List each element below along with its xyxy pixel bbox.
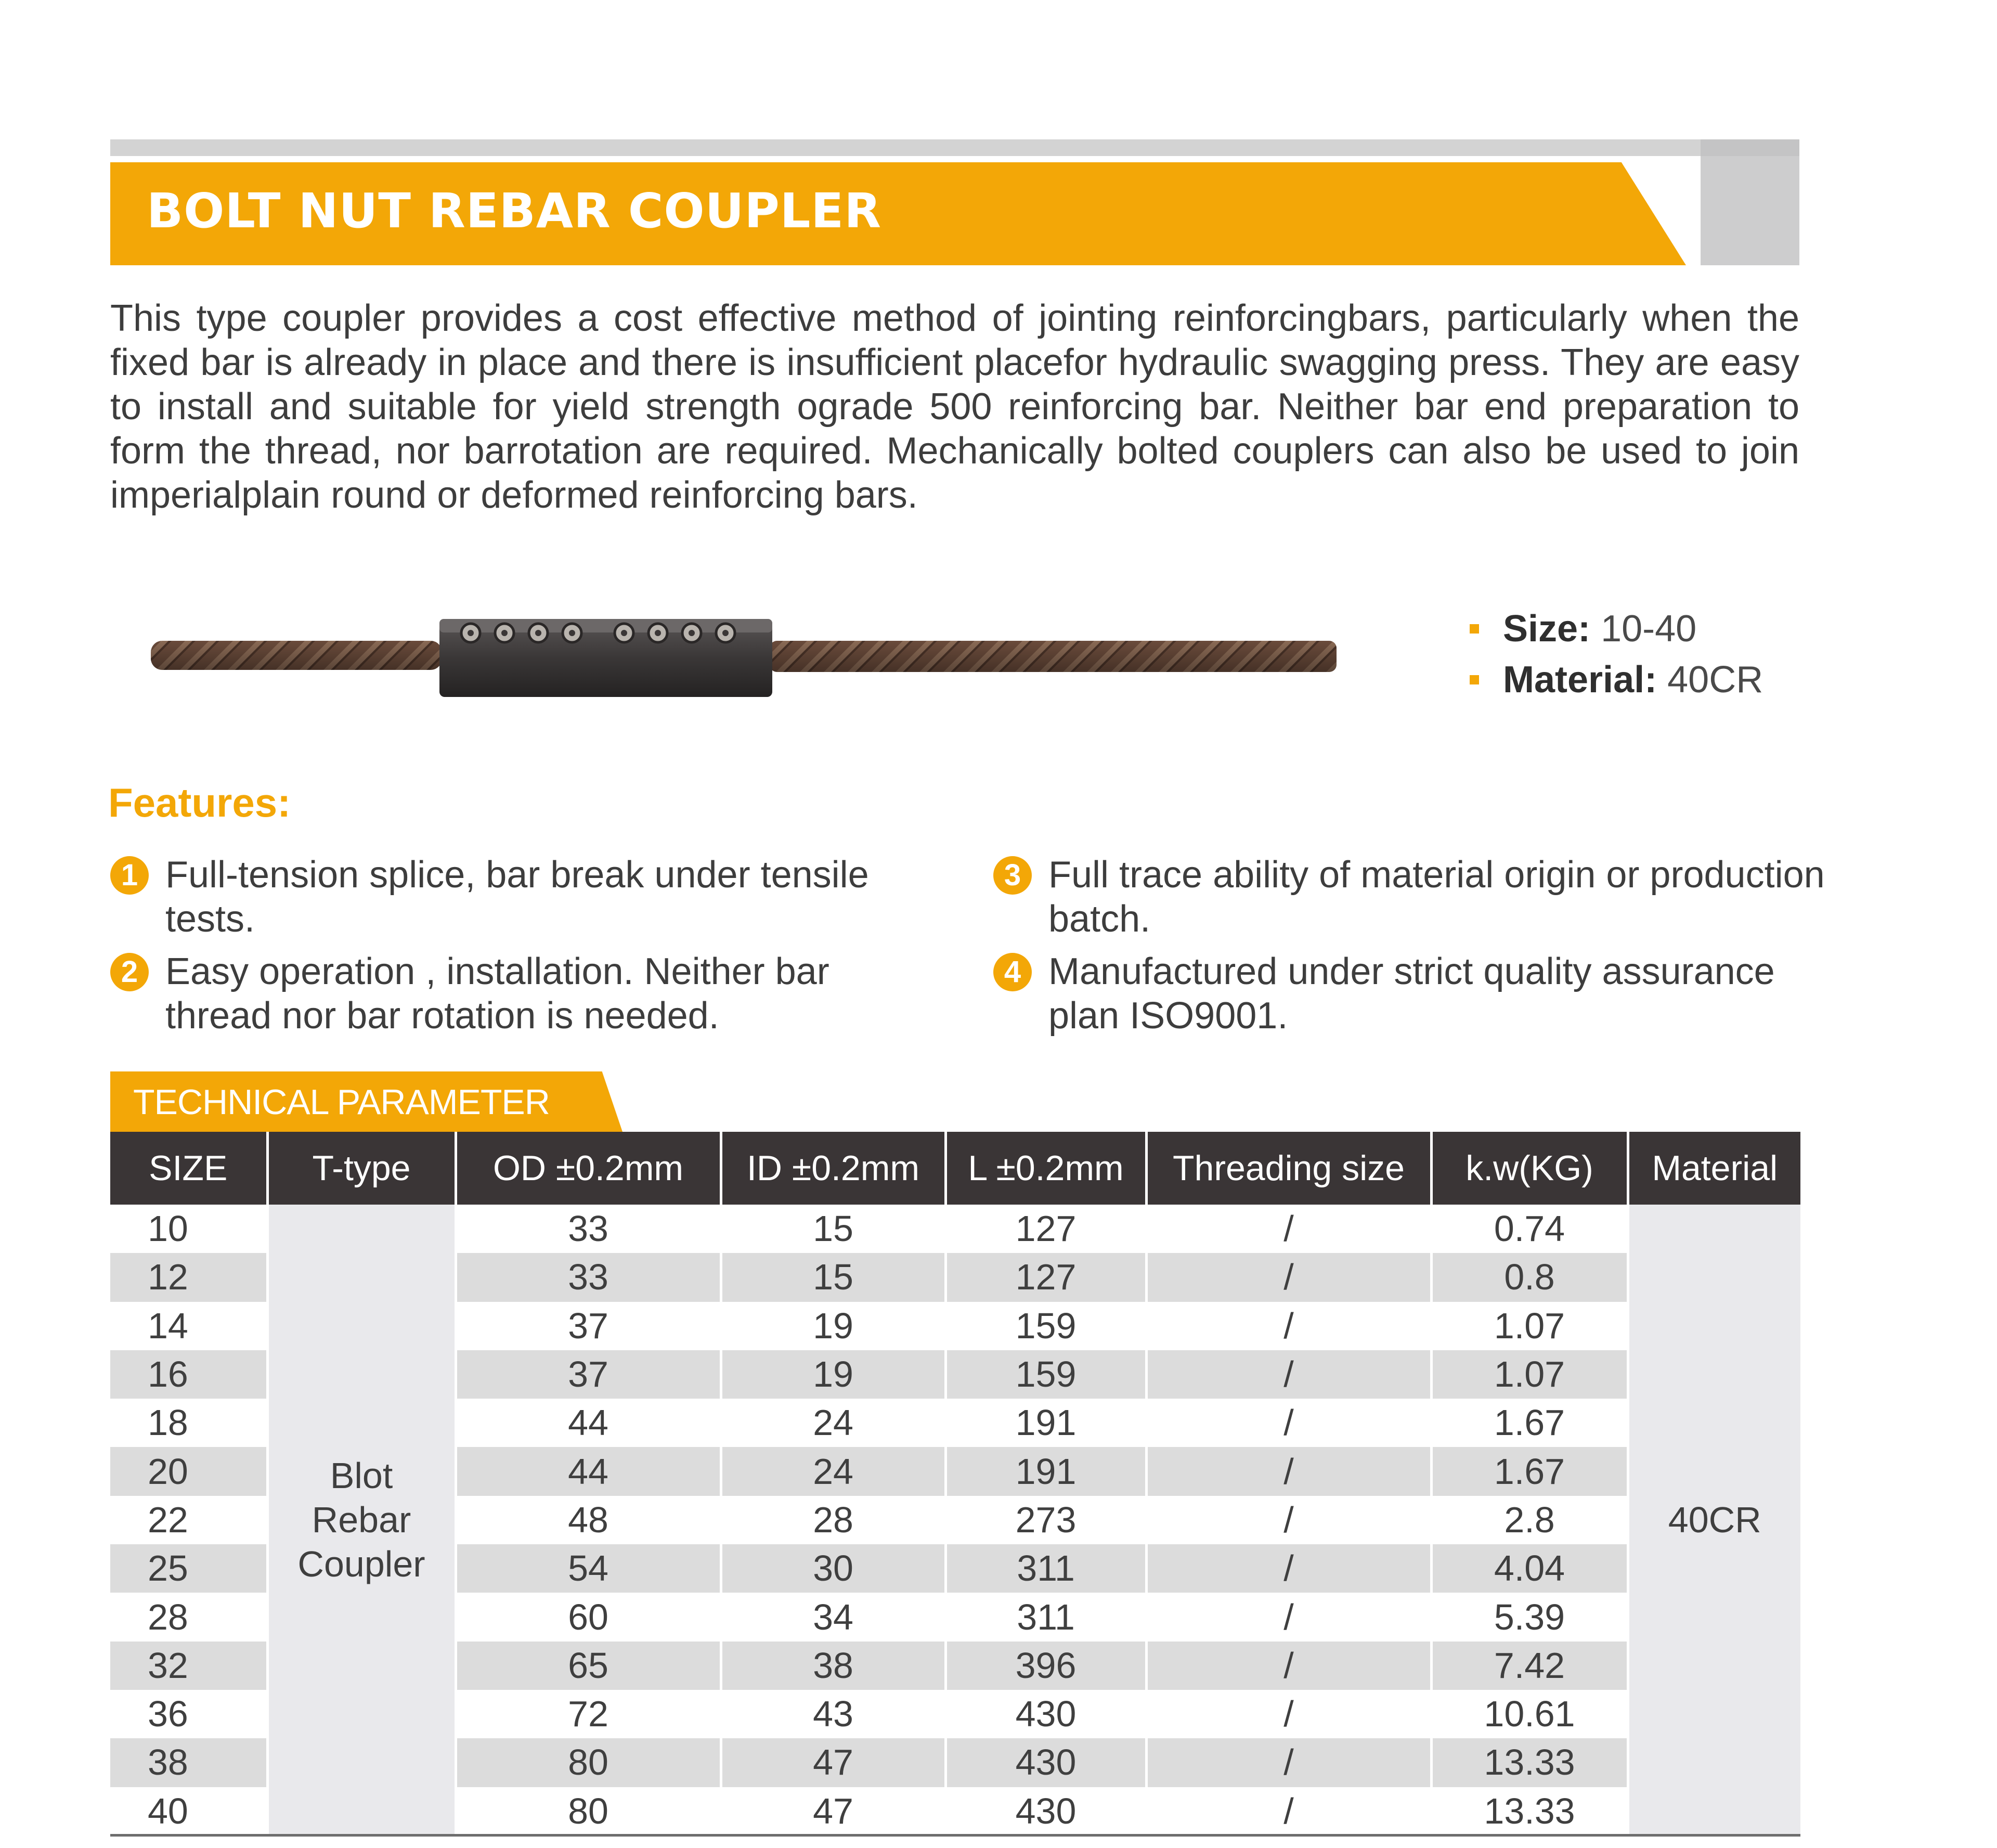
cell-threading: / — [1146, 1787, 1431, 1836]
spec-label: Material: — [1503, 659, 1657, 701]
table-header-row — [110, 1132, 1800, 1205]
cell-length: 127 — [945, 1205, 1146, 1253]
spec-material — [1467, 654, 1831, 705]
spec-label: Size: — [1503, 608, 1591, 650]
cell-weight: 1.07 — [1431, 1302, 1628, 1350]
column-header-threading: Threading size — [1146, 1132, 1431, 1205]
cell-threading: / — [1146, 1350, 1431, 1399]
cell-od: 37 — [456, 1350, 721, 1399]
cell-weight: 7.42 — [1431, 1642, 1628, 1690]
cell-od: 44 — [456, 1399, 721, 1447]
product-description: This type coupler provides a cost effective method of jointing reinforcingbars, particularly when the fixed bar is already in place and there is insufficient placefor hydraulic swagging press. They are easy to install and suitable for yield strength ograde 500 reinforcing bar. Neither bar end preparation to form the thread, nor barrotation are required. Mechanically bolted couplers can also be used to join imperialplain round or deformed reinforcing bars. — [110, 298, 1799, 516]
cell-od: 80 — [456, 1787, 721, 1836]
banner-gray-block — [1701, 139, 1799, 265]
cell-id: 38 — [721, 1642, 945, 1690]
cell-weight: 10.61 — [1431, 1690, 1628, 1738]
feature-number-badge: 2 — [110, 953, 149, 991]
cell-od: 60 — [456, 1593, 721, 1641]
cell-id: 24 — [721, 1447, 945, 1495]
cell-od: 48 — [456, 1496, 721, 1544]
cell-length: 430 — [945, 1690, 1146, 1738]
cell-length: 191 — [945, 1399, 1146, 1447]
cell-weight: 0.74 — [1431, 1205, 1628, 1253]
cell-od: 33 — [456, 1205, 721, 1253]
column-header-length: L ±0.2mm — [945, 1132, 1146, 1205]
cell-size: 32 — [110, 1642, 267, 1690]
feature-text: Manufactured under strict quality assurance plan ISO9001. — [1048, 951, 1775, 1037]
cell-length: 311 — [945, 1544, 1146, 1593]
ttype-line: Coupler — [297, 1543, 425, 1584]
parameter-table — [110, 1132, 1800, 1836]
column-header-material: Material — [1628, 1132, 1800, 1205]
feature-number-badge: 1 — [110, 856, 149, 895]
column-header-id: ID ±0.2mm — [721, 1132, 945, 1205]
cell-size: 25 — [110, 1544, 267, 1593]
cell-length: 430 — [945, 1787, 1146, 1836]
column-header-weight: k.w(KG) — [1431, 1132, 1628, 1205]
cell-od: 37 — [456, 1302, 721, 1350]
cell-weight: 0.8 — [1431, 1253, 1628, 1301]
cell-weight: 1.67 — [1431, 1447, 1628, 1495]
ttype-line: Blot — [330, 1455, 393, 1496]
cell-id: 15 — [721, 1253, 945, 1301]
cell-ttype — [267, 1205, 456, 1836]
feature-number-badge: 4 — [993, 953, 1032, 991]
cell-id: 43 — [721, 1690, 945, 1738]
cell-id: 34 — [721, 1593, 945, 1641]
cell-length: 430 — [945, 1738, 1146, 1787]
cell-threading: / — [1146, 1447, 1431, 1495]
cell-weight: 13.33 — [1431, 1787, 1628, 1836]
cell-id: 15 — [721, 1205, 945, 1253]
cell-length: 396 — [945, 1642, 1146, 1690]
cell-size: 38 — [110, 1738, 267, 1787]
table-body — [110, 1205, 1800, 1836]
cell-weight: 1.07 — [1431, 1350, 1628, 1399]
spec-value: 10-40 — [1601, 608, 1697, 650]
cell-length: 127 — [945, 1253, 1146, 1301]
cell-weight: 1.67 — [1431, 1399, 1628, 1447]
feature-text: Full-tension splice, bar break under tensile tests. — [165, 854, 869, 940]
cell-id: 19 — [721, 1350, 945, 1399]
cell-threading: / — [1146, 1642, 1431, 1690]
cell-length: 159 — [945, 1350, 1146, 1399]
features-heading: Features: — [108, 780, 291, 825]
bullet-icon — [1470, 624, 1479, 634]
cell-length: 191 — [945, 1447, 1146, 1495]
cell-size: 40 — [110, 1787, 267, 1836]
cell-length: 273 — [945, 1496, 1146, 1544]
spec-value: 40CR — [1667, 659, 1763, 701]
cell-size: 28 — [110, 1593, 267, 1641]
cell-id: 24 — [721, 1399, 945, 1447]
cell-threading: / — [1146, 1302, 1431, 1350]
product-image — [146, 609, 1352, 702]
column-header-od: OD ±0.2mm — [456, 1132, 721, 1205]
cell-length: 159 — [945, 1302, 1146, 1350]
banner-gray-strip — [110, 139, 1799, 156]
cell-weight: 4.04 — [1431, 1544, 1628, 1593]
cell-od: 33 — [456, 1253, 721, 1301]
cell-od: 80 — [456, 1738, 721, 1787]
spec-size — [1467, 603, 1831, 654]
bullet-icon — [1470, 675, 1479, 684]
column-header-size: SIZE — [110, 1132, 267, 1205]
cell-id: 47 — [721, 1738, 945, 1787]
cell-size: 14 — [110, 1302, 267, 1350]
cell-od: 72 — [456, 1690, 721, 1738]
cell-od: 54 — [456, 1544, 721, 1593]
cell-od: 65 — [456, 1642, 721, 1690]
cell-weight: 5.39 — [1431, 1593, 1628, 1641]
spec-list — [1467, 603, 1831, 705]
cell-id: 47 — [721, 1787, 945, 1836]
feature-text: Full trace ability of material origin or production batch. — [1048, 854, 1825, 940]
cell-threading: / — [1146, 1544, 1431, 1593]
cell-size: 36 — [110, 1690, 267, 1738]
cell-size: 10 — [110, 1205, 267, 1253]
cell-length: 311 — [945, 1593, 1146, 1641]
cell-threading: / — [1146, 1690, 1431, 1738]
cell-threading: / — [1146, 1205, 1431, 1253]
cell-id: 30 — [721, 1544, 945, 1593]
ttype-line: Rebar — [312, 1499, 411, 1540]
cell-material: 40CR — [1628, 1205, 1800, 1836]
column-header-ttype: T-type — [267, 1132, 456, 1205]
cell-threading: / — [1146, 1738, 1431, 1787]
cell-weight: 2.8 — [1431, 1496, 1628, 1544]
feature-number-badge: 3 — [993, 856, 1032, 895]
cell-size: 16 — [110, 1350, 267, 1399]
table-row — [110, 1205, 1800, 1253]
feature-text: Easy operation , installation. Neither bar thread nor bar rotation is needed. — [165, 951, 829, 1037]
cell-threading: / — [1146, 1593, 1431, 1641]
title-banner — [110, 139, 1799, 265]
cell-threading: / — [1146, 1253, 1431, 1301]
banner-gray-block-top — [1701, 139, 1799, 156]
page-title: BOLT NUT REBAR COUPLER — [147, 183, 882, 239]
cell-id: 28 — [721, 1496, 945, 1544]
cell-id: 19 — [721, 1302, 945, 1350]
cell-threading: / — [1146, 1496, 1431, 1544]
parameter-table-wrapper — [110, 1132, 1800, 1836]
cell-size: 20 — [110, 1447, 267, 1495]
cell-od: 44 — [456, 1447, 721, 1495]
cell-size: 18 — [110, 1399, 267, 1447]
cell-size: 12 — [110, 1253, 267, 1301]
cell-threading: / — [1146, 1399, 1431, 1447]
cell-size: 22 — [110, 1496, 267, 1544]
cell-weight: 13.33 — [1431, 1738, 1628, 1787]
table-bottom-rule — [110, 1834, 1800, 1837]
technical-parameter-label: TECHNICAL PARAMETER — [133, 1082, 550, 1122]
